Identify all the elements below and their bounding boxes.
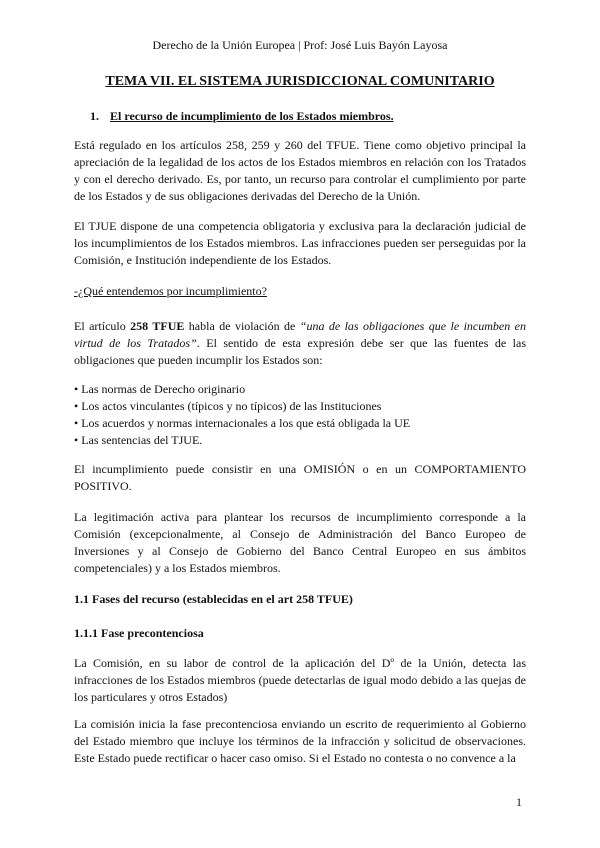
paragraph-article-258: [74, 318, 526, 369]
list-item: • Las normas de Derecho originario: [74, 382, 246, 396]
list-item: • Los actos vinculantes (típicos y no típicos) de las Instituciones: [74, 399, 382, 413]
p3-quote: “una de las obligaciones que le incumben en virtud de los Tratados”: [74, 319, 526, 350]
list-item: • Las sentencias del TJUE.: [74, 433, 203, 447]
section-heading-text: El recurso de incumplimiento de los Estados miembros.: [110, 109, 394, 123]
paragraph-commission-control: La Comisión, en su labor de control de la aplicación del Dº de la Unión, detecta las infracciones de los Estados miembros (puede detectarlas de igual modo debido a las quejas de los particulares y otros Estados): [74, 656, 526, 704]
obligation-sources-list: [74, 381, 526, 449]
paragraph-omission: El incumplimiento puede consistir en una OMISIÓN o en un COMPORTAMIENTO POSITIVO.: [74, 462, 526, 493]
subsection-heading-precontentious: 1.1.1 Fase precontenciosa: [74, 626, 204, 640]
paragraph-precontentious-phase: La comisión inicia la fase precontenciosa enviando un escrito de requerimiento al Gobierno del Estado miembro que incluye los términos de la infracción y solicitud de observaciones. Este Estado puede rectificar o hacer caso omiso. Si el Estado no contesta o no convence a la: [74, 717, 526, 765]
question-heading: -¿Qué entendemos por incumplimiento?: [74, 284, 267, 298]
p3-text-3: . El sentido de esta expresión debe ser que las fuentes de las obligaciones que pueden incumplir los Estados son:: [74, 336, 527, 367]
p3-text-2: habla de violación de: [184, 319, 300, 333]
paragraph-tjue-competence: El TJUE dispone de una competencia obligatoria y exclusiva para la declaración judicial de los incumplimientos de los Estados miembros. Las infracciones pueden ser perseguidas por la Comisión, e Institución independiente de los Estados.: [74, 219, 526, 267]
page-title: TEMA VII. EL SISTEMA JURISDICCIONAL COMUNITARIO: [105, 74, 495, 89]
section-number: 1.: [90, 109, 99, 123]
p3-text-1: El artículo: [74, 319, 131, 333]
list-item: • Los acuerdos y normas internacionales a los que está obligada la UE: [74, 416, 411, 430]
paragraph-regulation: Está regulado en los artículos 258, 259 y 260 del TFUE. Tiene como objetivo principal la apreciación de la legalidad de los actos de los Estados miembros en relación con los Tratados y con el derecho derivado. Es, por tanto, un recurso para controlar el cumplimiento por parte de los Estados y de sus obligaciones derivadas del Derecho de la Unión.: [74, 138, 526, 203]
section-heading-1: [90, 108, 526, 125]
paragraph-legitimation: La legitimación activa para plantear los recursos de incumplimiento corresponde a la Comisión (excepcionalmente, al Consejo de Administración del Banco Europeo de Inversiones y al Consejo de Gobierno del Banco Central Europeo en sus ámbitos competenciales) y a los Estados miembros.: [74, 510, 526, 575]
p3-bold-ref: 258 TFUE: [130, 319, 185, 333]
page-number: 1: [516, 795, 522, 809]
subsection-heading-phases: 1.1 Fases del recurso (establecidas en el art 258 TFUE): [74, 592, 353, 606]
page-header: Derecho de la Unión Europea | Prof: José Luis Bayón Layosa: [152, 38, 448, 52]
